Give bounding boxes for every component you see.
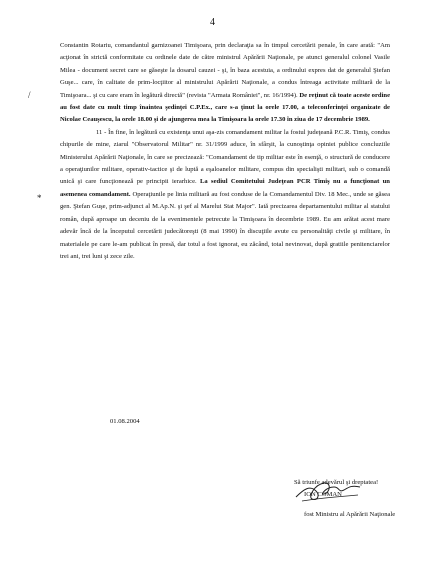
page-number: 4 bbox=[210, 17, 215, 28]
paragraph-2-bold-text: La sediul Comitetului Judeţean PCR Timiş nu a funcţionat un asemenea comandament. bbox=[60, 178, 390, 198]
paragraph-2-text: 11 - În fine, în legătură cu existenţa unui aşa-zis comandament militar la fostul judeţeană P.C.R. Timiş, condus chipurile de mine, ziarul "Observatorul Militar" nr. 31/1999 aduce, în sfârşit, la cunoştinţa opiniei publice concluziile Ministerului Apărării Naţionale, în care se precizează: "Comandament de tip militar este în esenţă, o structură de conducere a operaţiunilor militare, operativ-tactice şi de luptă a eşaloanelor militare, compus din specialişti militari, sub o comandă unică şi care funcţionează pe principii ierarhice. bbox=[60, 128, 390, 186]
paragraph-1 bbox=[60, 40, 390, 127]
paragraph-1-bold-text: De reţinut că toate aceste ordine au fost date cu mult timp înaintea şedinţei C.P.Ex., care s-a ţinut la orele 17.00, a teleconferinţei organizate de Nicolae Ceauşescu, la orele 18.00 şi de ajungerea mea la Timişoara la orele 17.30 în ziua de 17 decembrie 1989. bbox=[60, 91, 390, 124]
letter-date: 01.08.2004 bbox=[110, 418, 140, 425]
margin-star-mark: * bbox=[37, 193, 42, 203]
paragraph-2 bbox=[60, 127, 390, 263]
closing-line: Să triunfe adevărul şi dreptatea! bbox=[294, 479, 379, 486]
margin-slash-mark: / bbox=[28, 90, 31, 100]
signatory-name: ION COMAN bbox=[304, 491, 342, 498]
letter-body bbox=[60, 40, 390, 263]
paragraph-2-text-continued: Operaţiunile pe linia militară au fost conduse de la Comandamentul Div. 18 Mec., unde se găsea gen. Ştefan Guşe, prim-adjunct al M.Ap.N. şi şef al Marelui Stat Major". Iată precizarea departamentului militar al statului român, după aproape un deceniu de la evenimentele petrecute la Timişoara în decembrie 1989. Eu am arătat acest mare adevăr încă de la începutul cercetării judecătoreşti (8 mai 1990) în discuţiile avute cu personalităţi civile şi militare, în materialele pe care le-am publicat în presă, dar totul a fost ignorat, eu zăcând, total nevinovat, după gratiile penitenciarelor trei ani, trei luni şi zece zile. bbox=[60, 190, 390, 260]
signatory-title: fost Ministru al Apărării Naţionale bbox=[304, 511, 396, 518]
paragraph-1-text: Constantin Rotariu, comandantul garnizoanei Timişoara, prin declaraţia sa în timpul cercetării penale, în care arată: "Am acţionat în strictă conformitate cu ordinele date de către ministrul Apărării Naţionale, pe atunci generalul colonel Vasile Milea - document secret care se găseşte la dosarul cauzei - şi, în baza acestuia, a ordinului expres dat de generalul Ştefan Guşe... care, în calitate de prim-locţiitor al ministrului Apărării Naţionale, a condus întreaga activitate militară de la Timişoara... şi cu care eram în legătură directă" (revista "Armata României", nr. 16/1994). bbox=[60, 42, 390, 99]
